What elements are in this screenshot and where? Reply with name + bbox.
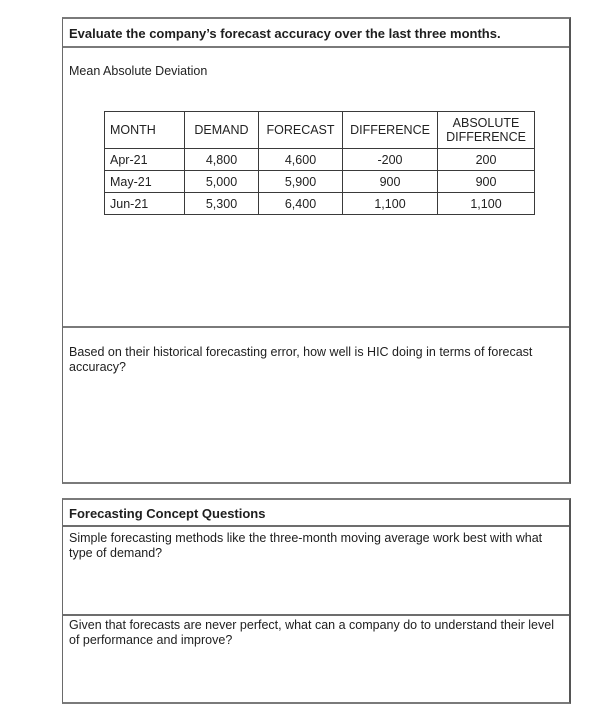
col-month: MONTH	[105, 112, 185, 149]
accuracy-question: Based on their historical forecasting error, how well is HIC doing in terms of forecast accuracy?	[69, 345, 533, 374]
question-divider	[63, 614, 569, 616]
cell-absolute-difference: 900	[438, 171, 535, 193]
mad-table	[104, 111, 535, 215]
cell-month: May-21	[105, 171, 185, 193]
col-demand: DEMAND	[185, 112, 259, 149]
cell-forecast: 6,400	[259, 193, 343, 215]
concept-question-1: Simple forecasting methods like the three-month moving average work best with what type of demand?	[69, 531, 543, 560]
col-absolute-difference: ABSOLUTE DIFFERENCE	[438, 112, 535, 149]
cell-month: Jun-21	[105, 193, 185, 215]
cell-difference: -200	[343, 149, 438, 171]
cell-demand: 5,300	[185, 193, 259, 215]
section-header: Forecasting Concept Questions	[63, 500, 569, 527]
col-difference: DIFFERENCE	[343, 112, 438, 149]
concept-questions-section	[62, 498, 571, 704]
cell-forecast: 5,900	[259, 171, 343, 193]
cell-difference: 1,100	[343, 193, 438, 215]
table-row	[105, 149, 535, 171]
table-row	[105, 171, 535, 193]
col-forecast: FORECAST	[259, 112, 343, 149]
mad-label: Mean Absolute Deviation	[69, 64, 208, 78]
cell-absolute-difference: 200	[438, 149, 535, 171]
table-row	[105, 193, 535, 215]
cell-month: Apr-21	[105, 149, 185, 171]
section-divider	[63, 326, 569, 328]
cell-absolute-difference: 1,100	[438, 193, 535, 215]
table-header-row	[105, 112, 535, 149]
concept-question-2: Given that forecasts are never perfect, what can a company do to understand their level of performance and improve?	[69, 618, 554, 647]
cell-demand: 4,800	[185, 149, 259, 171]
cell-forecast: 4,600	[259, 149, 343, 171]
forecast-accuracy-section	[62, 17, 571, 484]
cell-demand: 5,000	[185, 171, 259, 193]
section-header: Evaluate the company’s forecast accuracy over the last three months.	[63, 19, 569, 48]
cell-difference: 900	[343, 171, 438, 193]
